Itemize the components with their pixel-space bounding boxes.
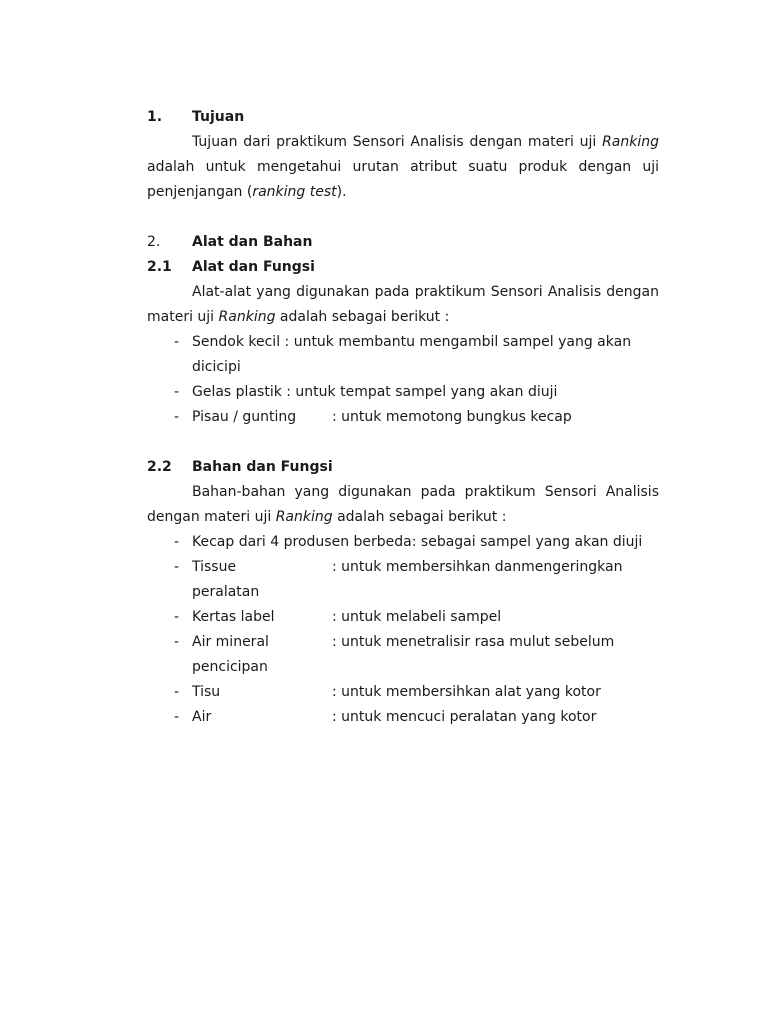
item-description: : untuk membersihkan danmengeringkan [332,559,623,575]
section-number: 1. [147,109,163,125]
list-item [147,530,659,555]
bullet-dash: - [174,684,180,700]
item-text: Gelas plastik : untuk tempat sampel yang akan diuji [192,384,558,400]
bullet-dash: - [174,334,180,350]
paragraph-line: dengan materi uji Ranking adalah sebagai berikut : [147,509,507,525]
bullet-dash: - [174,409,180,425]
list-item [147,705,659,730]
item-description: : untuk melabeli sampel [332,609,502,625]
bullet-dash: - [174,609,180,625]
paragraph-line: Tujuan dari praktikum Sensori Analisis dengan materi uji Ranking [192,134,659,150]
item-description: : untuk membersihkan alat yang kotor [332,684,601,700]
list-item [147,380,659,405]
document-body [147,105,659,730]
item-text: Kecap dari 4 produsen berbeda: sebagai sampel yang akan diuji [192,534,643,550]
item-description: : untuk menetralisir rasa mulut sebelum [332,634,615,650]
item-name: Air mineral [192,634,269,650]
item-continuation: dicicipi [192,359,241,375]
bullet-dash: - [174,709,180,725]
bullet-dash: - [174,534,180,550]
section-1-heading [147,105,659,130]
list-item [147,605,659,630]
item-continuation: pencicipan [192,659,268,675]
item-description: : untuk memotong bungkus kecap [332,409,572,425]
section-1-paragraph [147,130,659,205]
section-title: Alat dan Fungsi [192,259,315,275]
list-item [147,555,659,580]
section-2-2-heading [147,455,659,480]
section-number: 2.2 [147,459,172,475]
spacer [147,430,659,455]
spacer [147,205,659,230]
section-title: Tujuan [192,109,245,125]
section-number: 2. [147,234,161,250]
section-2-heading [147,230,659,255]
item-name: Air [192,709,212,725]
paragraph-line: Alat-alat yang digunakan pada praktikum Sensori Analisis dengan [192,284,659,300]
paragraph-line: penjenjangan (ranking test). [147,184,347,200]
bullet-dash: - [174,634,180,650]
paragraph-line: adalah untuk mengetahui urutan atribut suatu produk dengan uji [147,159,659,175]
list-item [147,680,659,705]
item-name: Tissue [192,559,237,575]
list-item [147,630,659,655]
paragraph-line: materi uji Ranking adalah sebagai berikut : [147,309,450,325]
section-2-1-intro [147,280,659,330]
item-description: : untuk mencuci peralatan yang kotor [332,709,597,725]
section-2-2-intro [147,480,659,530]
section-title: Alat dan Bahan [192,234,313,250]
item-name: Pisau / gunting [192,409,297,425]
paragraph-line: Bahan-bahan yang digunakan pada praktikum Sensori Analisis [192,484,659,500]
list-item [147,330,659,355]
bullet-dash: - [174,559,180,575]
item-name: Tisu [192,684,221,700]
item-text: Sendok kecil : untuk membantu mengambil sampel yang akan [192,334,632,350]
bullet-dash: - [174,384,180,400]
item-continuation: peralatan [192,584,260,600]
section-2-1-heading [147,255,659,280]
list-item [147,405,659,430]
item-name: Kertas label [192,609,275,625]
section-title: Bahan dan Fungsi [192,459,333,475]
section-number: 2.1 [147,259,172,275]
